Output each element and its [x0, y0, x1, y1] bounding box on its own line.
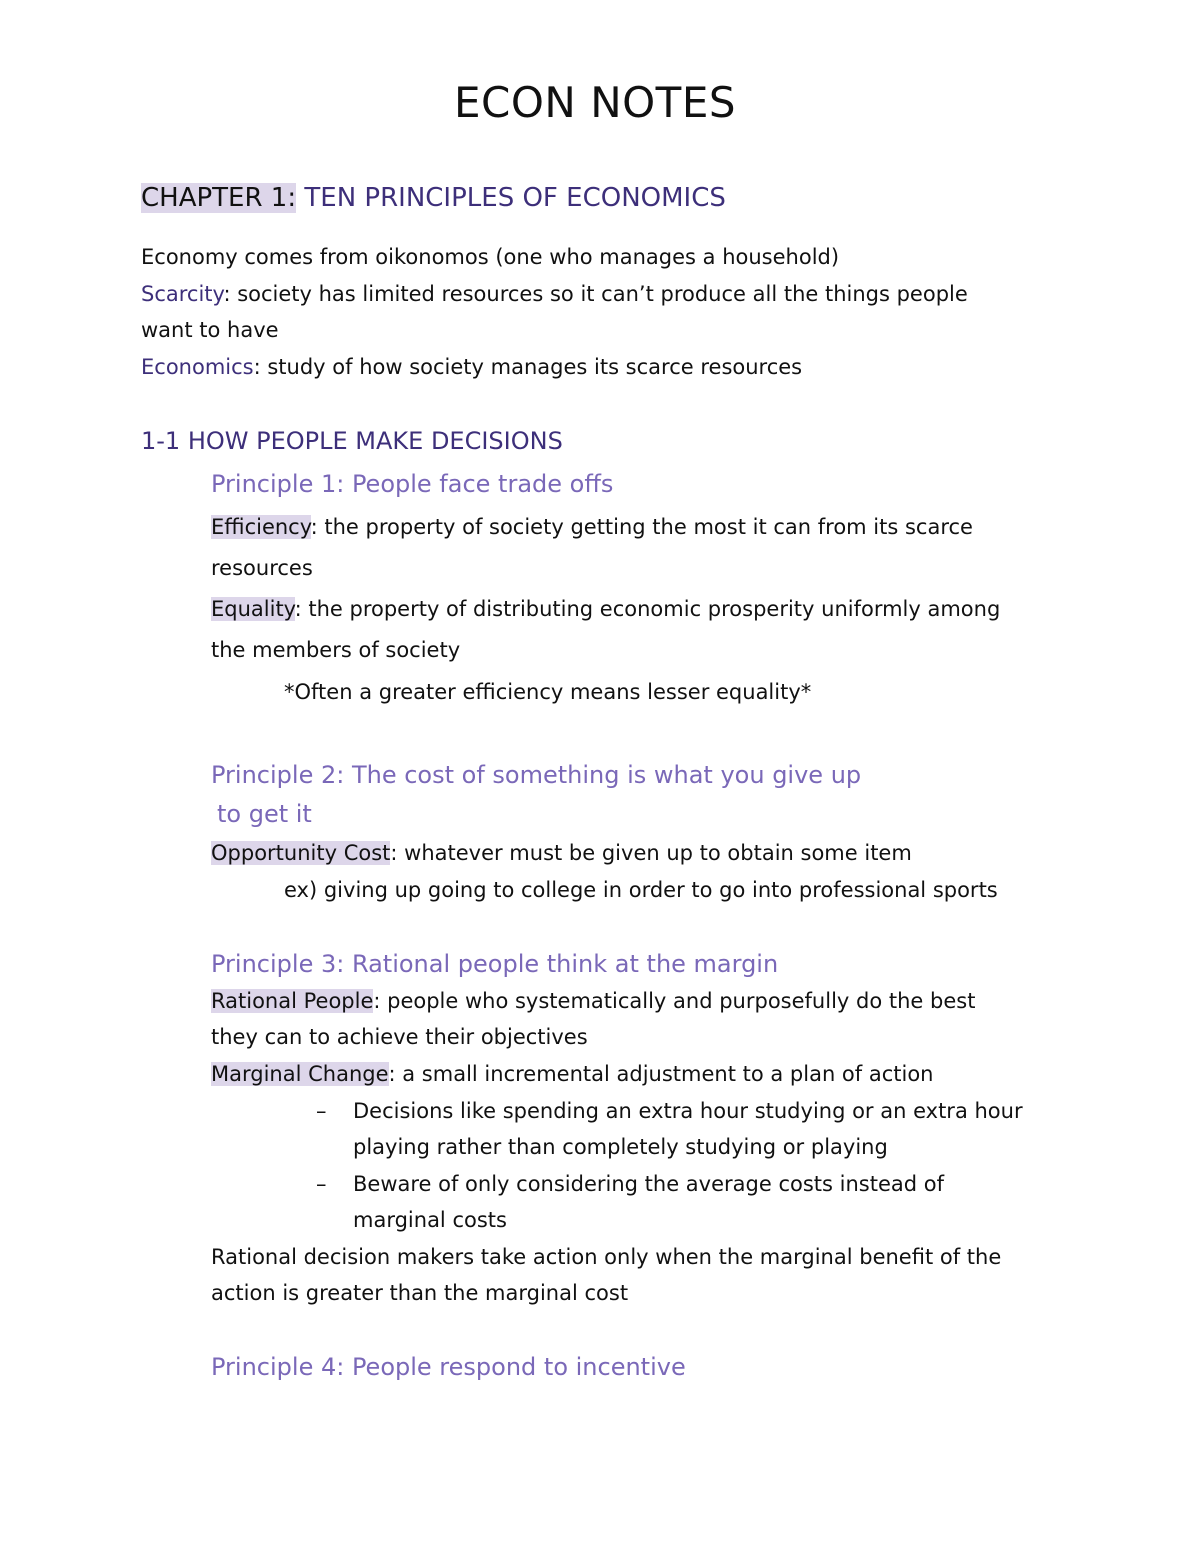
- rational-decision-conclusion: Rational decision makers take action only when the marginal benefit of the: [211, 1245, 1002, 1269]
- principle-3-heading: Principle 3: Rational people think at the margin: [211, 950, 779, 978]
- economics-term: Economics: [141, 355, 254, 379]
- bullet-dash: –: [316, 1172, 327, 1196]
- equality-continuation: the members of society: [211, 638, 461, 662]
- rational-people-line: [211, 989, 975, 1013]
- principle-4-heading: Principle 4: People respond to incentive: [211, 1353, 686, 1381]
- page-title: ECON NOTES: [454, 78, 737, 127]
- intro-line-economy: Economy comes from oikonomos (one who manages a household): [141, 245, 840, 269]
- opportunity-cost-term: Opportunity Cost: [211, 841, 391, 865]
- rational-people-continuation: they can to achieve their objectives: [211, 1025, 588, 1049]
- opportunity-cost-example: ex) giving up going to college in order to go into professional sports: [284, 878, 998, 902]
- efficiency-equality-note: *Often a greater efficiency means lesser equality*: [284, 680, 812, 704]
- efficiency-continuation: resources: [211, 556, 313, 580]
- section-heading: 1-1 HOW PEOPLE MAKE DECISIONS: [141, 427, 563, 455]
- efficiency-line: [211, 515, 973, 539]
- rational-decision-conclusion-continuation: action is greater than the marginal cost: [211, 1281, 629, 1305]
- scarcity-definition: : society has limited resources so it can’t produce all the things people: [223, 282, 968, 306]
- efficiency-definition: : the property of society getting the most it can from its scarce: [310, 515, 973, 539]
- equality-definition: : the property of distributing economic prosperity uniformly among: [294, 597, 1001, 621]
- scarcity-continuation: want to have: [141, 318, 279, 342]
- opportunity-cost-definition: : whatever must be given up to obtain some item: [390, 841, 912, 865]
- principle-2-heading: Principle 2: The cost of something is what you give up: [211, 761, 862, 789]
- principle-2-heading-continuation: to get it: [217, 800, 312, 828]
- bullet-dash: –: [316, 1099, 327, 1123]
- chapter-heading: [141, 183, 726, 213]
- opportunity-cost-line: [211, 841, 912, 865]
- economics-definition: : study of how society manages its scarce resources: [253, 355, 803, 379]
- marginal-change-definition: : a small incremental adjustment to a plan of action: [388, 1062, 934, 1086]
- bullet-line: playing rather than completely studying or playing: [353, 1135, 888, 1159]
- efficiency-term: Efficiency: [211, 515, 311, 539]
- rational-people-definition: : people who systematically and purposefully do the best: [373, 989, 976, 1013]
- equality-term: Equality: [211, 597, 295, 621]
- scarcity-term: Scarcity: [141, 282, 224, 306]
- bullet-line: Decisions like spending an extra hour studying or an extra hour: [353, 1099, 1023, 1123]
- chapter-label: CHAPTER 1:: [141, 183, 297, 213]
- intro-economics: [141, 355, 802, 379]
- bullet-line: Beware of only considering the average costs instead of: [353, 1172, 944, 1196]
- principle-1-heading: Principle 1: People face trade offs: [211, 470, 614, 498]
- equality-line: [211, 597, 1000, 621]
- marginal-change-line: [211, 1062, 934, 1086]
- rational-people-term: Rational People: [211, 989, 374, 1013]
- intro-scarcity: [141, 282, 968, 306]
- bullet-line: marginal costs: [353, 1208, 507, 1232]
- chapter-name: TEN PRINCIPLES OF ECONOMICS: [296, 183, 726, 213]
- marginal-change-term: Marginal Change: [211, 1062, 389, 1086]
